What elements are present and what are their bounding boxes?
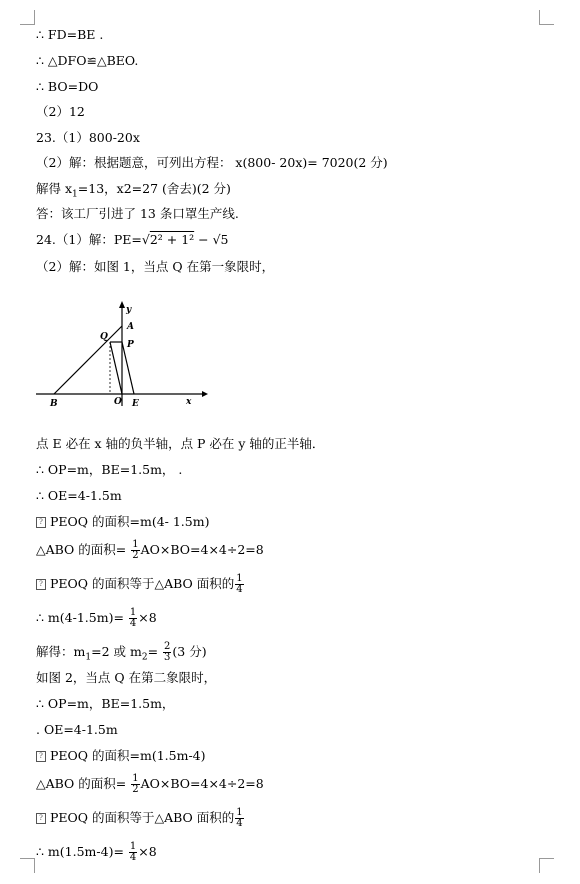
text-line: （2）12 [36, 104, 85, 119]
fraction [129, 842, 137, 863]
text-line: （2）解：根据题意，可列出方程： x(800- 20x)= 7020(2 分) [36, 155, 388, 170]
text-line [36, 808, 245, 829]
text-line [36, 514, 209, 530]
crop-mark-bottom-right [539, 858, 554, 873]
text-line: ∴ OP=m，BE=1.5m， [36, 696, 175, 711]
fraction-denominator: 4 [236, 818, 243, 829]
text-fragment: ∴ m(4-1.5m)= [36, 610, 128, 625]
text-fragment: =2 或 m [91, 644, 142, 659]
label-P: P [127, 340, 134, 350]
text-line: . OE=4-1.5m [36, 722, 118, 737]
fraction-numerator: 2 [164, 641, 171, 652]
text-fragment: 24.（1）解：PE= [36, 232, 142, 247]
text-fragment: PEOQ 的面积=m(1.5m-4) [50, 748, 206, 763]
fraction-denominator: 2 [132, 550, 139, 561]
text-fragment: △ABO 的面积= [36, 542, 131, 557]
label-A: A [127, 322, 134, 332]
fraction-denominator: 4 [236, 584, 243, 595]
fraction [163, 642, 171, 663]
text-fragment: ×8 [138, 610, 157, 625]
text-fragment: AO×BO=4×4÷2=8 [140, 542, 264, 557]
subscript: 1 [72, 189, 78, 200]
missing-glyph-icon: ? [36, 579, 46, 590]
fraction-numerator: 1 [129, 607, 137, 618]
text-line: 23.（1）800-20x [36, 130, 140, 145]
text-fragment: PEOQ 的面积等于△ABO 面积的 [50, 576, 235, 591]
text-fragment: AO×BO=4×4÷2=8 [140, 776, 264, 791]
subscript: 2 [141, 652, 148, 663]
missing-glyph-icon: ? [36, 517, 46, 528]
fraction [129, 608, 137, 629]
fraction-denominator: 4 [129, 852, 137, 863]
fraction-denominator: 3 [164, 652, 171, 663]
text-line: 答：该工厂引进了 13 条口罩生产线. [36, 206, 239, 221]
coordinate-figure [34, 296, 209, 408]
text-fragment: 解得 x [36, 181, 73, 196]
text-line [36, 842, 157, 863]
text-fragment: − √5 [194, 232, 229, 247]
text-line: 点 E 必在 x 轴的负半轴，点 P 必在 y 轴的正半轴． [36, 436, 325, 451]
fraction-numerator: 1 [132, 539, 139, 550]
text-line [36, 574, 245, 595]
fraction-numerator: 1 [236, 573, 243, 584]
fraction-numerator: 1 [132, 773, 139, 784]
text-fragment: PEOQ 的面积等于△ABO 面积的 [50, 810, 235, 825]
text-line: ∴ OP=m，BE=1.5m， . [36, 462, 183, 477]
text-line: ∴ OE=4-1.5m [36, 488, 122, 503]
text-fragment: △ABO 的面积= [36, 776, 131, 791]
text-line [36, 181, 231, 203]
x-axis-arrow-icon [202, 391, 208, 397]
fraction-numerator: 1 [236, 807, 243, 818]
text-fragment: PEOQ 的面积=m(4- 1.5m) [50, 514, 210, 529]
missing-glyph-icon: ? [36, 813, 46, 824]
label-x: x [186, 397, 192, 407]
label-B: B [50, 399, 58, 408]
text-fragment: (3 分) [172, 644, 207, 659]
text-fragment: = [147, 644, 163, 659]
text-line [36, 642, 207, 666]
text-line: 如图 2，当点 Q 在第二象限时， [36, 670, 217, 685]
text-line: ∴ BO=DO [36, 79, 99, 94]
text-line [36, 608, 157, 629]
text-line: ∴ FD=BE . [36, 27, 104, 42]
label-Q: Q [100, 332, 108, 342]
label-E: E [132, 399, 139, 408]
y-axis-arrow-icon [119, 301, 125, 308]
fraction [131, 774, 139, 795]
missing-glyph-icon: ? [36, 751, 46, 762]
label-O: O [114, 397, 122, 407]
line-BA [54, 326, 122, 394]
crop-mark-top-right [539, 10, 554, 25]
text-fragment: 解得：m [36, 644, 86, 659]
sqrt-icon: √ [141, 232, 150, 247]
fraction-denominator: 2 [132, 784, 139, 795]
fraction [235, 808, 243, 829]
crop-mark-top-left [20, 10, 35, 25]
text-fragment: =13，x2=27 (舍去)(2 分) [77, 181, 231, 196]
fraction [235, 574, 243, 595]
text-line: ∴ △DFO≌△BEO. [36, 53, 139, 68]
subscript: 1 [85, 652, 92, 663]
fraction [131, 540, 139, 561]
text-line [36, 748, 206, 764]
text-line [36, 540, 264, 561]
label-y: y [126, 305, 132, 315]
text-line: （2）解：如图 1，当点 Q 在第一象限时， [36, 259, 275, 274]
fraction-numerator: 1 [129, 841, 137, 852]
text-fragment: ×8 [138, 844, 157, 859]
text-line [36, 774, 264, 795]
fraction-denominator: 4 [129, 618, 137, 629]
text-line [36, 232, 229, 248]
segment-QO [110, 342, 122, 394]
text-fragment: ∴ m(1.5m-4)= [36, 844, 128, 859]
crop-mark-bottom-left [20, 858, 35, 873]
radicand: 2² + 1² [149, 232, 195, 247]
